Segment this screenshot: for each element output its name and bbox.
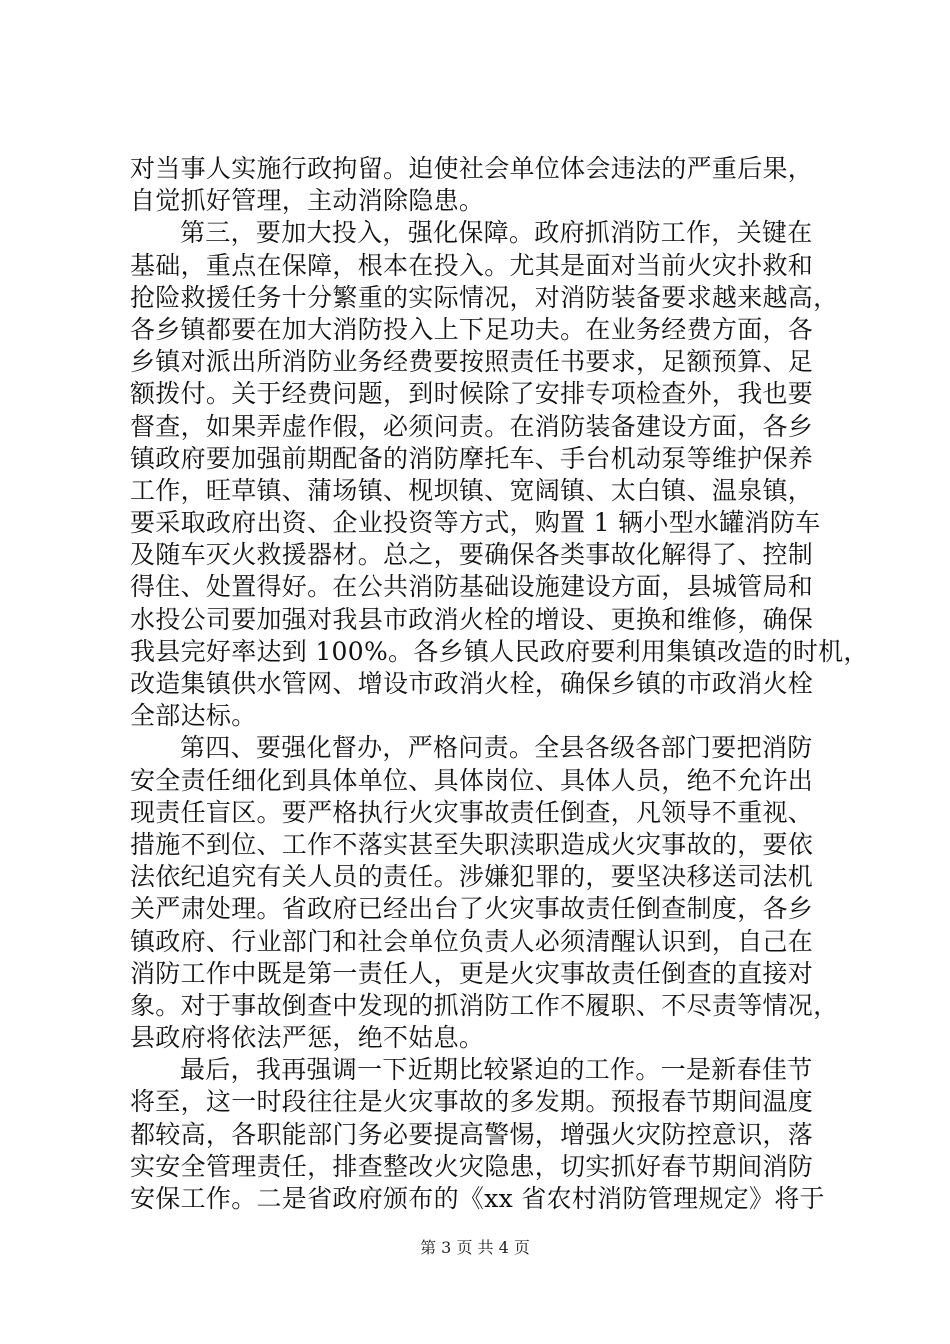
paragraph-start-line: 最后，我再强调一下近期比较紧迫的工作。一是新春佳节 [180,1055,813,1085]
text-line: 督查，如果弄虚作假，必须问责。在消防装备建设方面，各乡 [130,411,814,441]
text-line: 实安全管理责任，排查整改火灾隐患，切实抓好春节期间消防 [130,1151,814,1181]
text-line: 措施不到位、工作不落实甚至失职渎职造成火灾事故的，要依 [130,829,814,859]
text-line: 安全责任细化到具体单位、具体岗位、具体人员，绝不允许出 [130,765,814,795]
text-line: 关严肃处理。省政府已经出台了火灾事故责任倒查制度，各乡 [130,894,814,924]
paragraph-start-line: 第三，要加大投入，强化保障。政府抓消防工作，关键在 [180,218,813,248]
text-line: 自觉抓好管理，主动消除隐患。 [130,186,485,216]
page-footer: 第 3 页 共 4 页 [420,1238,530,1257]
text-line: 县政府将依法严惩，绝不姑息。 [130,1023,485,1053]
text-line: 我县完好率达到 100%。各乡镇人民政府要利用集镇改造的时机， [130,636,869,666]
text-line: 镇政府、行业部门和社会单位负责人必须清醒认识到，自己在 [130,926,814,956]
text-line: 安保工作。二是省政府颁布的《xx 省农村消防管理规定》将于 [130,1184,825,1213]
text-line: 全部达标。 [130,701,257,731]
text-line: 额拨付。关于经费问题，到时候除了安排专项检查外，我也要 [130,379,814,409]
text-line: 得住、处置得好。在公共消防基础设施建设方面，县城管局和 [130,572,814,602]
text-line: 基础，重点在保障，根本在投入。尤其是面对当前火灾扑救和 [130,250,814,280]
text-line: 现责任盲区。要严格执行火灾事故责任倒查，凡领导不重视、 [130,797,814,827]
text-line: 对当事人实施行政拘留。迫使社会单位体会违法的严重后果， [130,154,814,183]
text-line: 消防工作中既是第一责任人，更是火灾事故责任倒查的直接对 [130,958,814,988]
text-line: 要采取政府出资、企业投资等方式，购置 1 辆小型水罐消防车 [130,508,821,538]
text-line: 法依纪追究有关人员的责任。涉嫌犯罪的，要坚决移送司法机 [130,862,814,892]
document-body [130,153,869,1215]
text-line: 工作，旺草镇、蒲场镇、枧坝镇、宽阔镇、太白镇、温泉镇， [130,475,814,505]
text-line: 镇政府要加强前期配备的消防摩托车、手台机动泵等维护保养 [130,443,814,473]
text-line: 将至，这一时段往往是火灾事故的多发期。预报春节期间温度 [130,1087,814,1117]
text-line: 都较高，各职能部门务必要提高警惕，增强火灾防控意识，落 [130,1119,814,1149]
text-line: 象。对于事故倒查中发现的抓消防工作不履职、不尽责等情况， [130,990,839,1020]
text-line: 及随车灭火救援器材。总之，要确保各类事故化解得了、控制 [130,540,814,570]
paragraph-start-line: 第四、要强化督办，严格问责。全县各级各部门要把消防 [180,733,813,763]
text-line: 乡镇对派出所消防业务经费要按照责任书要求，足额预算、足 [130,347,814,377]
text-line: 水投公司要加强对我县市政消火栓的增设、更换和维修，确保 [130,604,814,634]
text-line: 各乡镇都要在加大消防投入上下足功夫。在业务经费方面，各 [130,314,814,344]
text-line: 改造集镇供水管网、增设市政消火栓，确保乡镇的市政消火栓 [130,669,814,698]
text-line: 抢险救援任务十分繁重的实际情况，对消防装备要求越来越高， [130,282,839,312]
